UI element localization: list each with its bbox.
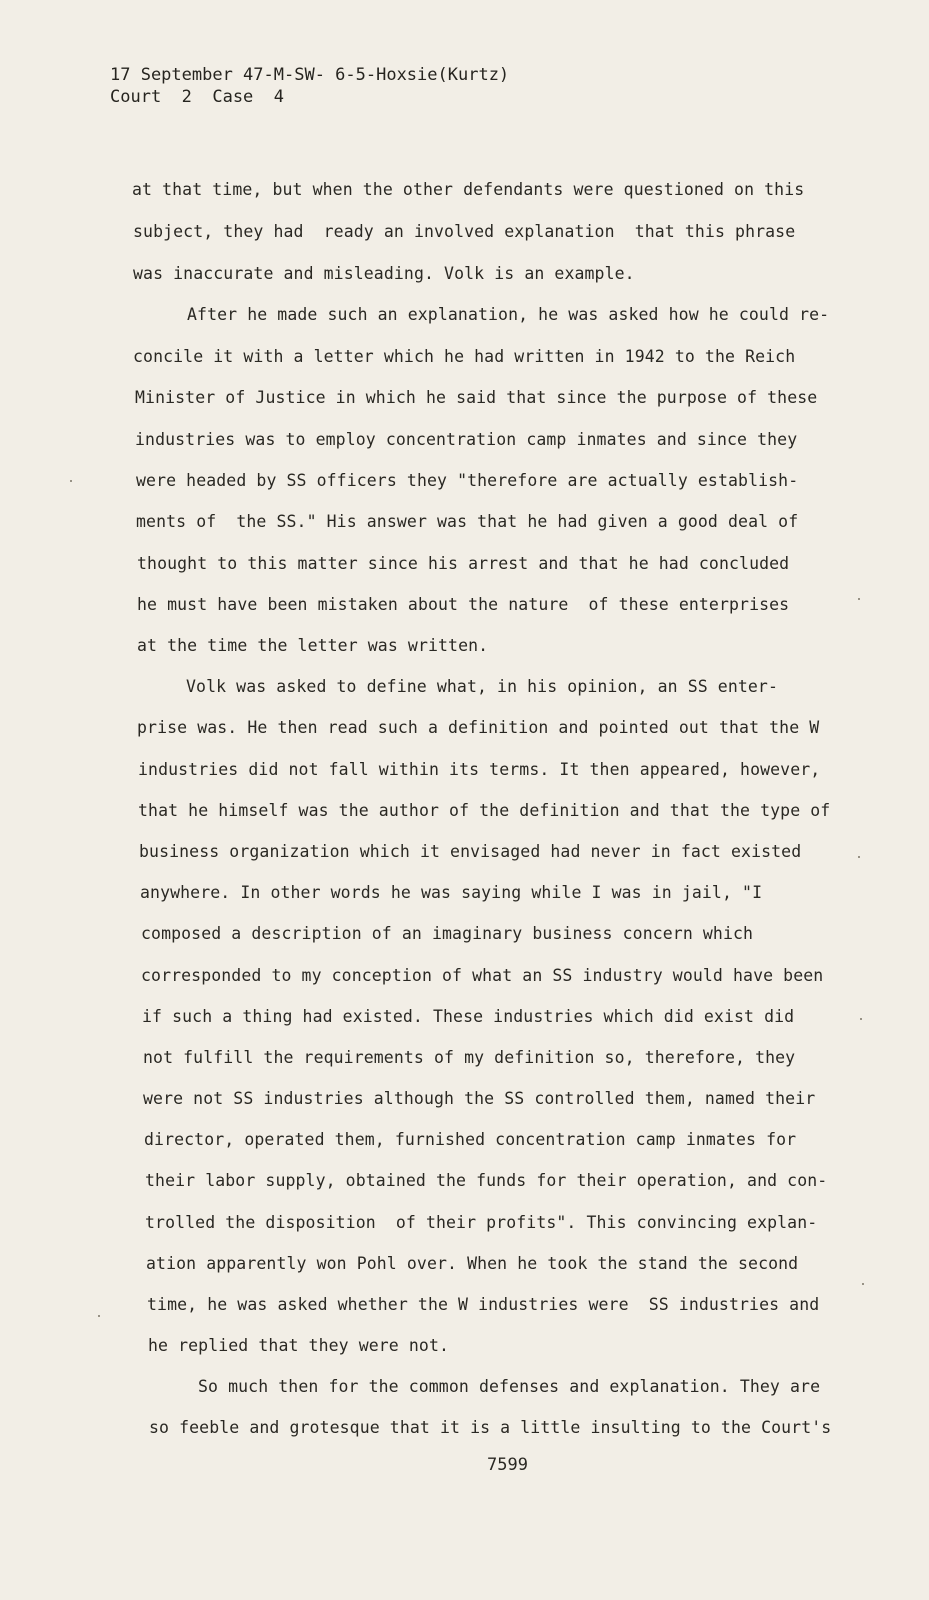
text-line: trolled the disposition of their profits". This convincing explan- [145,1213,818,1232]
document-header [110,64,509,108]
text-line: Volk was asked to define what, in his opinion, an SS enter- [186,677,778,696]
text-line: so feeble and grotesque that it is a little insulting to the Court's [149,1418,832,1437]
text-line: industries was to employ concentration camp inmates and since they [135,430,798,449]
text-line: time, he was asked whether the W industries were SS industries and [147,1295,820,1314]
text-line: if such a thing had existed. These industries which did exist did [142,1007,795,1026]
paper-speck [858,856,860,858]
header-court-line: Court 2 Case 4 [110,87,284,107]
text-line: anywhere. In other words he was saying while I was in jail, "I [140,883,763,902]
text-line: business organization which it envisaged had never in fact existed [139,842,802,861]
text-line: ments of the SS." His answer was that he had given a good deal of [136,512,799,531]
text-line: were not SS industries although the SS controlled them, named their [143,1089,816,1108]
paper-speck [862,1283,864,1285]
text-line: So much then for the common defenses and explanation. They are [198,1377,821,1396]
text-line: director, operated them, furnished concentration camp inmates for [144,1130,797,1149]
text-line: at the time the letter was written. [137,636,489,655]
text-line: thought to this matter since his arrest and that he had concluded [137,554,790,573]
paper-speck [70,480,72,482]
text-line: were headed by SS officers they "therefore are actually establish- [136,471,799,490]
text-line: ation apparently won Pohl over. When he took the stand the second [146,1254,799,1273]
paper-speck [860,1018,862,1020]
text-line: concile it with a letter which he had written in 1942 to the Reich [133,347,796,366]
paper-speck [98,1315,100,1317]
text-line: was inaccurate and misleading. Volk is an example. [133,264,635,283]
text-line: composed a description of an imaginary business concern which [141,924,754,943]
text-line: that he himself was the author of the definition and that the type of [138,801,831,820]
text-line: at that time, but when the other defendants were questioned on this [132,180,805,199]
text-line: industries did not fall within its terms. It then appeared, however, [138,760,821,779]
text-line: corresponded to my conception of what an SS industry would have been [141,966,824,985]
text-line: subject, they had ready an involved explanation that this phrase [133,222,796,241]
text-line: prise was. He then read such a definition and pointed out that the W [137,718,820,737]
text-line: Minister of Justice in which he said that since the purpose of these [135,388,818,407]
text-line: not fulfill the requirements of my definition so, therefore, they [143,1048,796,1067]
page-number: 7599 [487,1455,528,1475]
text-line: he must have been mistaken about the nature of these enterprises [137,595,790,614]
paper-speck [858,598,860,600]
text-line: he replied that they were not. [148,1336,450,1355]
header-date-line: 17 September 47-M-SW- 6-5-Hoxsie(Kurtz) [110,65,510,85]
text-line: their labor supply, obtained the funds for their operation, and con- [145,1171,828,1190]
text-line: After he made such an explanation, he was asked how he could re- [187,305,830,324]
